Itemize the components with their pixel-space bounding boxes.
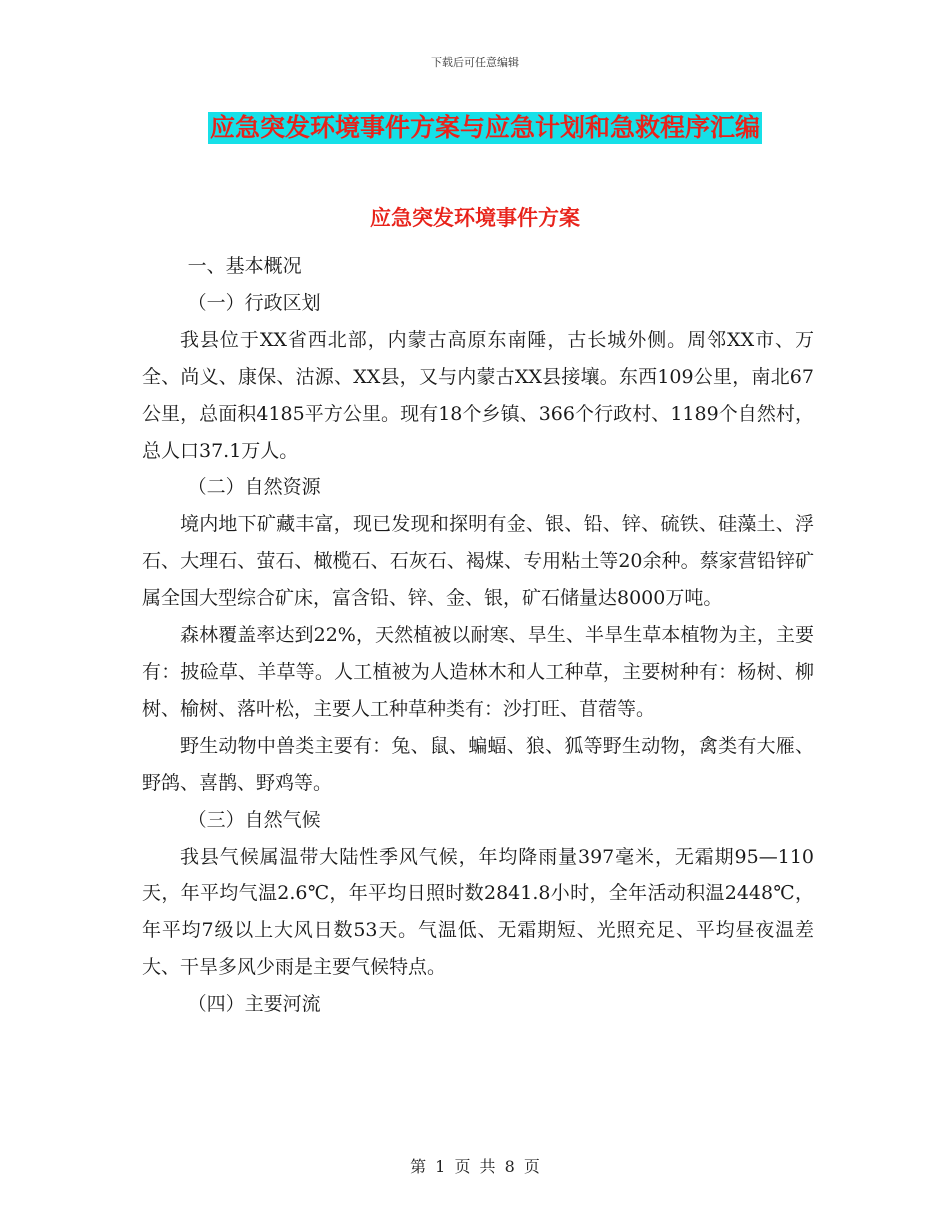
subsection-heading: （三）自然气候 [187, 808, 321, 831]
header-note: 下载后可任意编辑 [431, 56, 519, 69]
subsection-heading: （四）主要河流 [187, 993, 321, 1016]
paragraph: 我县位于XX省西北部，内蒙古高原东南陲，古长城外侧。周邻XX市、万全、尚义、康保、沽源、XX县，又与内蒙古XX县接壤。东西109公里，南北67公里，总面积4185平方公里。现有18个乡镇、366个行政村、1189个自然村，总人口37.1万人。 [142, 328, 814, 462]
document-body [142, 248, 814, 1023]
subsection-heading: （二）自然资源 [187, 476, 321, 499]
main-title: 应急突发环境事件方案与应急计划和急救程序汇编 [210, 113, 761, 142]
paragraph: 境内地下矿藏丰富，现已发现和探明有金、银、铅、锌、硫铁、硅藻土、浮石、大理石、萤石、橄榄石、石灰石、褐煤、专用粘土等20余种。蔡家营铅锌矿属全国大型综合矿床，富含铅、锌、金、银，矿石储量达8000万吨。 [142, 513, 814, 610]
sub-title: 应急突发环境事件方案 [370, 206, 580, 230]
paragraph: 森林覆盖率达到22%，天然植被以耐寒、旱生、半旱生草本植物为主，主要有：披硷草、羊草等。人工植被为人造林木和人工种草，主要树种有：杨树、柳树、榆树、落叶松，主要人工种草种类有：沙打旺、苜蓿等。 [142, 624, 814, 720]
paragraph: 野生动物中兽类主要有：兔、鼠、蝙蝠、狼、狐等野生动物，禽类有大雁、野鸽、喜鹊、野鸡等。 [142, 734, 814, 794]
paragraph: 我县气候属温带大陆性季风气候，年均降雨量397毫米，无霜期95—110天，年平均气温2.6℃，年平均日照时数2841.8小时，全年活动积温2448℃，年平均7级以上大风日数53天。气温低、无霜期短、光照充足、平均昼夜温差大、干旱多风少雨是主要气候特点。 [142, 845, 814, 979]
page-footer: 第 1 页 共 8 页 [410, 1157, 540, 1176]
subsection-heading: （一）行政区划 [187, 291, 321, 314]
section-heading: 一、基本概况 [187, 255, 302, 277]
